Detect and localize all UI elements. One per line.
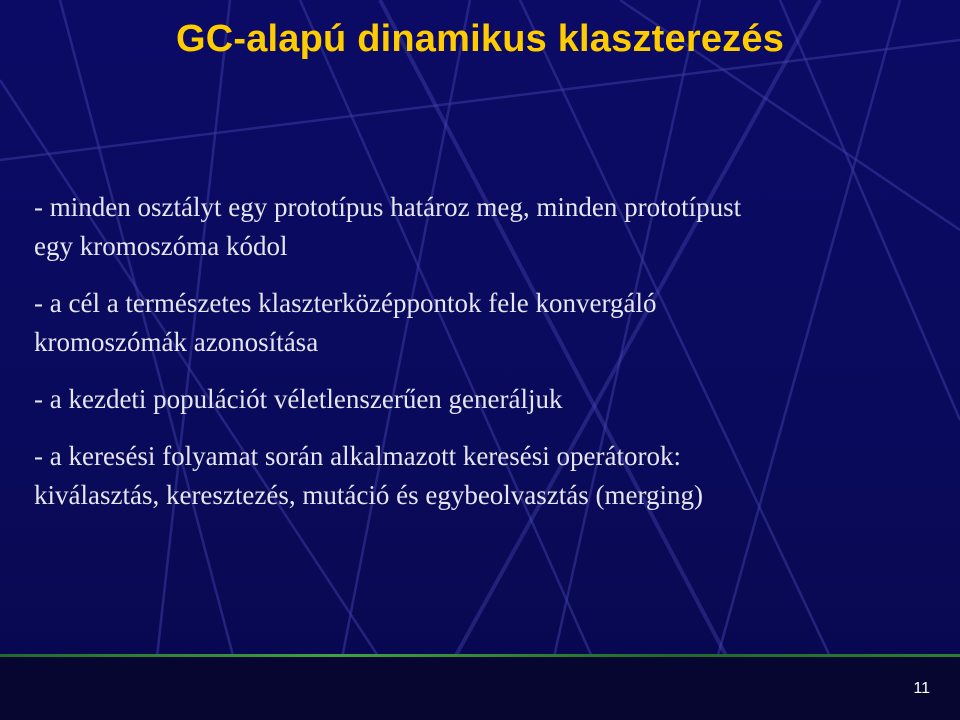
text-line: - a keresési folyamat során alkalmazott keresési operátorok: [34,441,681,471]
text-line: kromoszómák azonosítása [34,327,319,357]
slide-number: 11 [913,680,930,697]
bullet-paragraph [34,188,934,266]
text-line: egy kromoszóma kódol [34,231,288,261]
slide-body [34,188,934,533]
footer-bar [0,657,960,720]
slide-title: GC-alapú dinamikus klaszterezés [175,18,785,60]
text-line: - a kezdeti populációt véletlenszerűen generáljuk [34,384,563,414]
text-line: - minden osztályt egy prototípus határoz meg, minden prototípust [34,192,742,222]
text-line: kiválasztás, keresztezés, mutáció és egybeolvasztás (merging) [34,480,703,510]
text-line: - a cél a természetes klaszterközéppontok fele konvergáló [34,288,657,318]
bullet-paragraph [34,437,934,515]
bullet-paragraph [34,284,934,362]
bullet-paragraph [34,380,934,419]
